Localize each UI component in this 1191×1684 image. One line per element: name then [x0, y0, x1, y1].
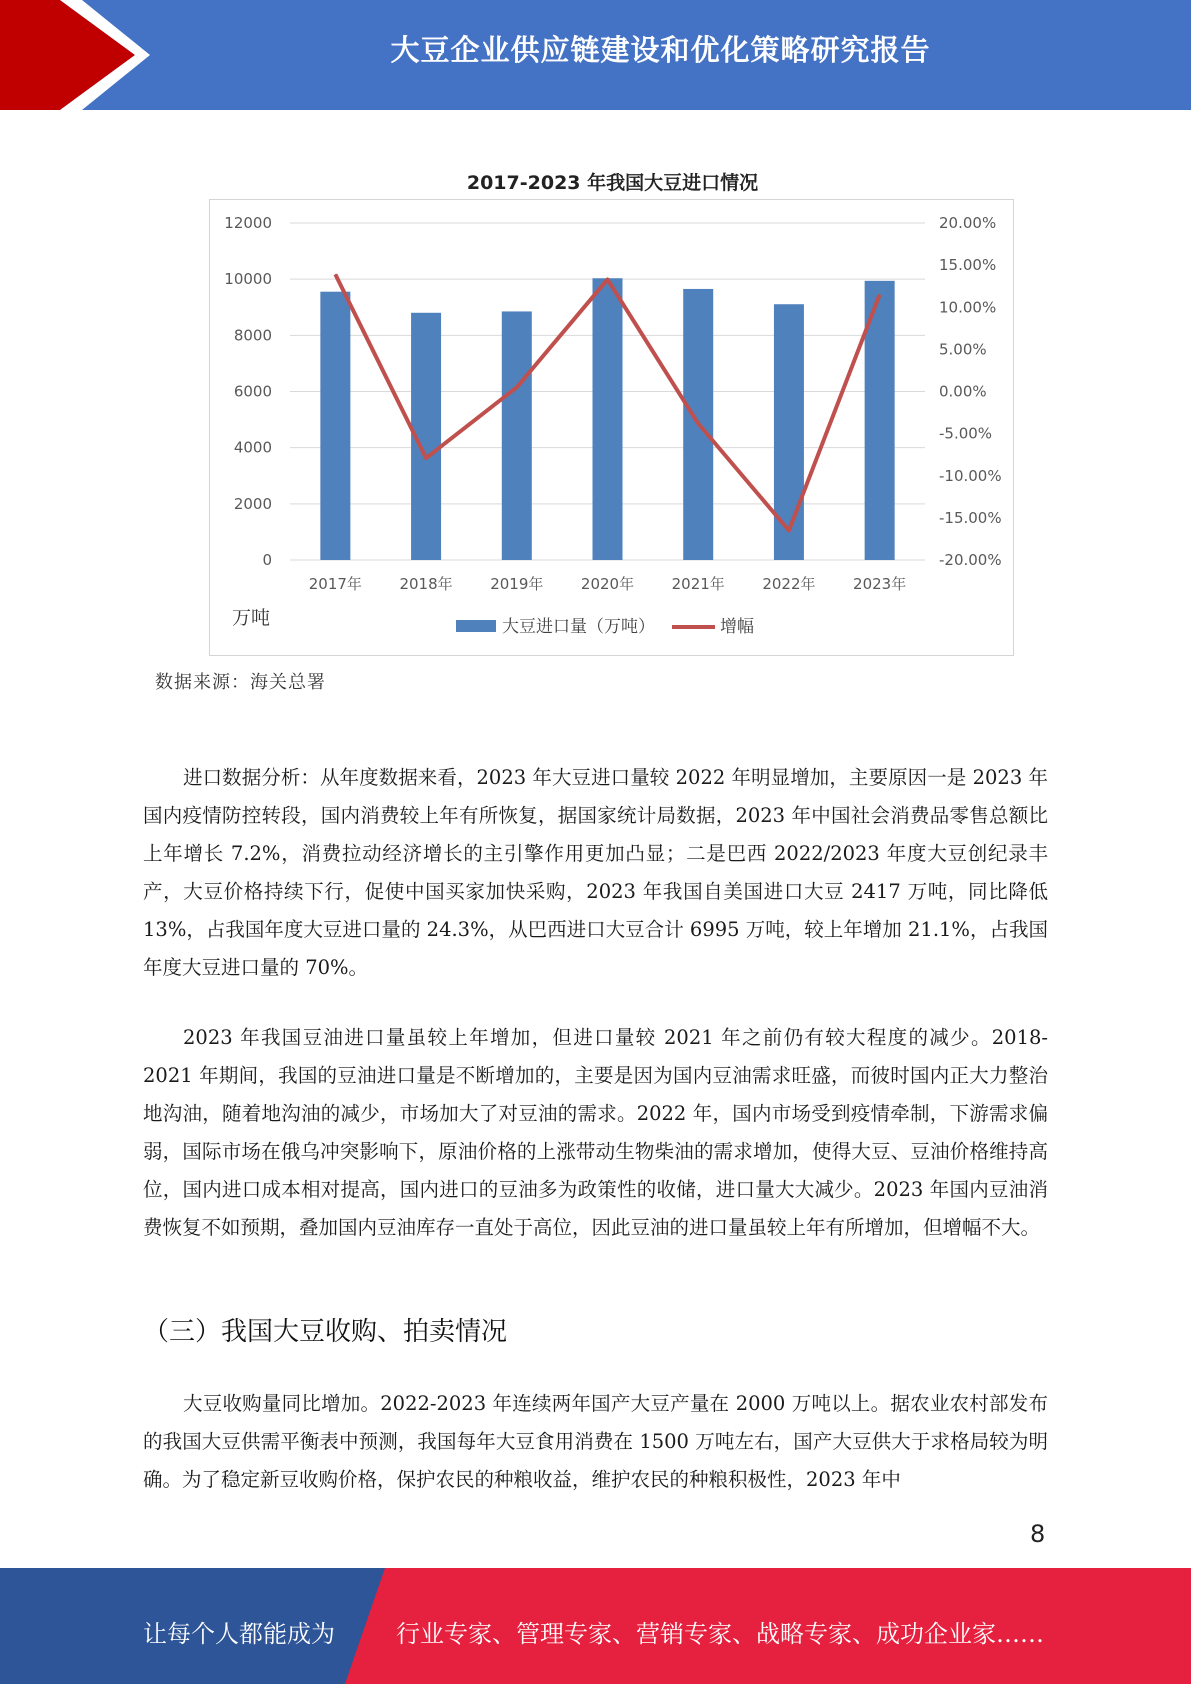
right-axis-tick-label: -15.00%: [939, 508, 1002, 527]
page-header: [0, 0, 1191, 110]
right-axis-tick-label: -10.00%: [939, 466, 1002, 485]
left-axis-tick-label: 2000: [233, 494, 272, 513]
left-axis-tick-label: 12000: [224, 214, 272, 232]
x-axis-category-label: 2018年: [399, 575, 453, 593]
x-axis-category-label: 2019年: [490, 575, 544, 593]
right-axis-tick-label: 5.00%: [939, 340, 987, 359]
legend-label-growth-rate: 增幅: [720, 617, 754, 637]
bar-import-volume: [774, 304, 804, 560]
growth-rate-point: [335, 274, 336, 275]
data-source-note: 数据来源：海关总署: [155, 672, 326, 693]
paragraph-purchase: 大豆收购量同比增加。2022-2023 年连续两年国产大豆产量在 2000 万吨以上。据农业农村部发布的我国大豆供需平衡表中预测，我国每年大豆食用消费在 1500 万吨左右，国产大豆供大于求格局较为明确。为了稳定新豆收购价格，保护农民的种粮收益，维护农民的种粮积极性，2023 年中: [143, 1392, 1048, 1491]
x-axis-category-label: 2020年: [580, 575, 635, 593]
left-axis-tick-label: 10000: [224, 270, 272, 289]
x-axis-category-label: 2021年: [671, 575, 725, 593]
chart-frame: [209, 199, 1014, 656]
growth-rate-point: [788, 530, 789, 531]
growth-rate-point: [426, 458, 427, 459]
growth-rate-point: [879, 294, 880, 295]
legend-label-import-volume: 大豆进口量（万吨）: [502, 617, 655, 637]
growth-rate-point: [607, 279, 608, 280]
growth-rate-point: [698, 423, 699, 424]
left-axis-tick-label: 6000: [233, 382, 272, 401]
bar-import-volume: [593, 278, 623, 560]
growth-rate-point: [516, 387, 517, 388]
left-axis-unit-label: 万吨: [232, 607, 271, 629]
chart-title: 2017-2023 年我国大豆进口情况: [466, 172, 759, 194]
bar-import-volume: [502, 311, 532, 560]
x-axis-category-label: 2017年: [308, 575, 362, 593]
footer-slogan-right: 行业专家、管理专家、营销专家、战略专家、成功企业家……: [396, 1620, 1044, 1648]
right-axis-tick-label: 10.00%: [939, 298, 997, 317]
left-axis-tick-label: 4000: [233, 438, 272, 457]
bar-import-volume: [320, 292, 350, 560]
section-heading: （三）我国大豆收购、拍卖情况: [143, 1317, 508, 1347]
right-axis-tick-label: 20.00%: [939, 214, 997, 232]
right-axis-tick-label: -5.00%: [939, 424, 993, 443]
right-axis-tick-label: -20.00%: [939, 551, 1002, 569]
legend-swatch-bar: [456, 620, 496, 632]
page-number: 8: [1030, 1520, 1046, 1548]
header-title: 大豆企业供应链建设和优化策略研究报告: [390, 33, 931, 67]
paragraph-import-analysis: 进口数据分析：从年度数据来看，2023 年大豆进口量较 2022 年明显增加，主要原因一是 2023 年国内疫情防控转段，国内消费较上年有所恢复，据国家统计局数据，2023 年中国社会消费品零售总额比上年增长 7.2%，消费拉动经济增长的主引擎作用更加凸显；二是巴西 2022/2023 年度大豆创纪录丰产，大豆价格持续下行，促使中国买家加快采购，2023 年我国自美国进口大豆 2417 万吨，同比降低 13%，占我国年度大豆进口量的 24.3%，从巴西进口大豆合计 6995 万吨，较上年增加 21.1%，占我国年度大豆进口量的 70%。: [143, 766, 1048, 979]
right-axis-tick-label: 0.00%: [939, 382, 987, 401]
x-axis-category-label: 2022年: [762, 575, 816, 593]
paragraph-soybean-oil: 2023 年我国豆油进口量虽较上年增加，但进口量较 2021 年之前仍有较大程度的减少。2018-2021 年期间，我国的豆油进口量是不断增加的，主要是因为国内豆油需求旺盛，而彼时国内正大力整治地沟油，随着地沟油的减少，市场加大了对豆油的需求。2022 年，国内市场受到疫情牵制，下游需求偏弱，国际市场在俄乌冲突影响下，原油价格的上涨带动生物柴油的需求增加，使得大豆、豆油价格维持高位，国内进口成本相对提高，国内进口的豆油多为政策性的收储，进口量大大减少。2023 年国内豆油消费恢复不如预期，叠加国内豆油库存一直处于高位，因此豆油的进口量虽较上年有所增加，但增幅不大。: [143, 1026, 1048, 1239]
soybean-import-chart: [210, 200, 1015, 657]
left-axis-tick-label: 0: [262, 551, 272, 569]
footer-slogan-left: 让每个人都能成为: [143, 1620, 335, 1648]
left-axis-tick-label: 8000: [233, 326, 272, 345]
right-axis-tick-label: 15.00%: [939, 256, 997, 275]
x-axis-category-label: 2023年: [853, 575, 907, 593]
